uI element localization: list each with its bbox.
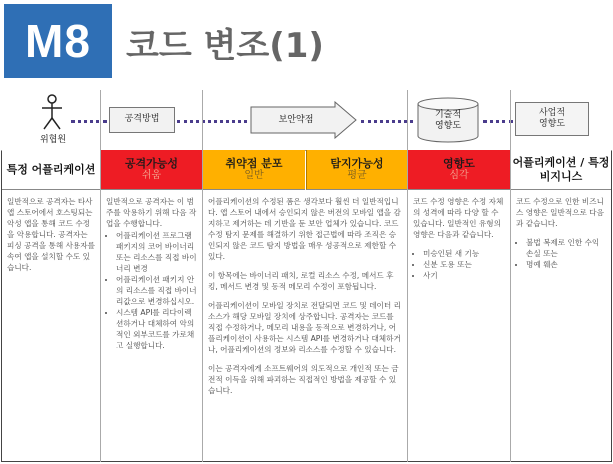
weakness-label: 보안약점 (278, 115, 314, 125)
paragraph: 일반적으로 공격자는 이 범주를 악용하기 위해 다음 작업을 수행합니다. (106, 197, 197, 228)
column-divider (202, 90, 203, 462)
list-item: • 어플리케이션 프로그램 패키지의 코어 바이너리 또는 리소스를 직접 바이너리 변경 (116, 230, 198, 274)
prevalence-rating: 일반 (244, 170, 264, 182)
weakness-description (204, 196, 407, 404)
list-item: • 미승인된 새 기능 (423, 248, 506, 259)
detectability-header (306, 150, 407, 190)
paragraph: 어플리케이션이 모바일 장치로 전달되면 코드 및 데이터 리소스가 해당 모바일 장치에 상주합니다. 공격자는 코드를 직접 수정하거나, 메모리 내용을 동적으로 변경하거나, 어플리케이션이 사용하는 시스템 API를 변경하거나 대체하거나, 어플리케이션의 정보와 리소스를 수정할 수 있습니다. (208, 301, 401, 354)
flow-connector (177, 120, 247, 123)
slide-header (0, 0, 613, 86)
list-item: • 신분 도용 또는 (423, 259, 506, 270)
paragraph: 일반적으로 공격자는 타사 앱 스토어에서 호스팅되는 악성 앱을 통해 코드 수정을 악용합니다. 공격자는 피싱 공격을 통해 사용자를 속여 앱을 설치할 수도 있습니다. (7, 197, 95, 272)
paragraph: 코드 수정 영향은 수정 자체의 성격에 따라 다양 할 수 있습니다. 일반적인 유형의 영향은 다음과 같습니다. (413, 197, 504, 239)
business-impact-box: 사업적 영향도 (515, 102, 589, 136)
detectability-rating: 평균 (347, 170, 367, 182)
section-badge: M8 (4, 4, 112, 78)
business-impact-title: 어플리케이션 / 특정 비지니스 (512, 156, 610, 183)
paragraph: 어플리케이션의 수정된 폼은 생각보다 훨씬 더 일반적입니다. 앱 스토어 내에서 승인되지 않은 버전의 모바일 앱을 감지하고 제거하는 데 기반을 둔 보안 업체가 있습니다. 코드 수정 탐지 문제를 해결하기 위한 접근법에 따라 조직은 승인되지 않은 코드 탐지 방법을 매우 성공적으로 제한할 수 있다. (208, 197, 401, 261)
paragraph: 이는 공격자에게 소프트웨어의 의도적으로 개인적 또는 금전적 이득을 위해 파괴하는 직접적인 방법을 제공할 수 있습니다. (208, 364, 399, 395)
attack-list (106, 230, 198, 351)
flow-connector (71, 120, 107, 123)
attack-vector-box: 공격방법 (109, 107, 175, 133)
flow-connector (483, 120, 513, 123)
paragraph: 코드 수정으로 인한 비즈니스 영향은 일반적으로 다음과 같습니다. (516, 197, 604, 228)
column-divider (510, 90, 511, 462)
technical-impact-description (409, 196, 510, 287)
threat-agent-header (2, 150, 100, 190)
list-item: • 명예 훼손 (526, 259, 607, 270)
exploitability-description (102, 196, 202, 357)
list-item: • 어플리케이션 패키지 안의 리소스를 직접 바이너리값으로 변경하십시오. (116, 274, 198, 307)
list-item: • 불법 복제로 인한 수익 손실 또는 (526, 237, 607, 259)
prevalence-header (203, 150, 305, 190)
technical-impact-header (408, 150, 510, 190)
paragraph: 이 항목에는 바이너리 패치, 로컬 리소스 수정, 메서드 후킹, 메서드 변경 및 동적 메모리 수정이 포함됩니다. (208, 271, 394, 291)
exploitability-rating: 쉬움 (141, 170, 162, 182)
exploitability-title: 공격가능성 (124, 156, 179, 170)
technical-impact-label: 기술적 영향도 (434, 110, 462, 132)
page-title: 코드 변조(1) (126, 26, 324, 66)
list-item: • 시스템 API를 리다이렉션하거나 대체하여 악의적인 외부코드를 가로채고 실행합니다. (116, 307, 198, 351)
exploitability-header (101, 150, 202, 190)
technical-impact-rating: 심각 (449, 170, 469, 182)
flow-connector (361, 120, 413, 123)
business-impact-header (511, 150, 611, 190)
list-item: • 사기 (423, 270, 506, 281)
threat-agent-description (3, 196, 100, 281)
threat-agent-label: 위협원 (39, 135, 67, 145)
technical-impact-title: 영향도 (443, 156, 475, 170)
column-divider (100, 90, 101, 462)
threat-agent-header-title: 특정 어플리케이션 (6, 162, 96, 176)
business-impact-list (516, 237, 607, 270)
detectability-title: 탐지가능성 (330, 156, 384, 170)
threat-agent-icon (37, 94, 67, 132)
impact-list (413, 248, 506, 281)
business-impact-description (512, 196, 611, 276)
prevalence-title: 취약점 분포 (225, 156, 283, 170)
column-divider (407, 90, 408, 462)
risk-flow-band (1, 90, 612, 151)
